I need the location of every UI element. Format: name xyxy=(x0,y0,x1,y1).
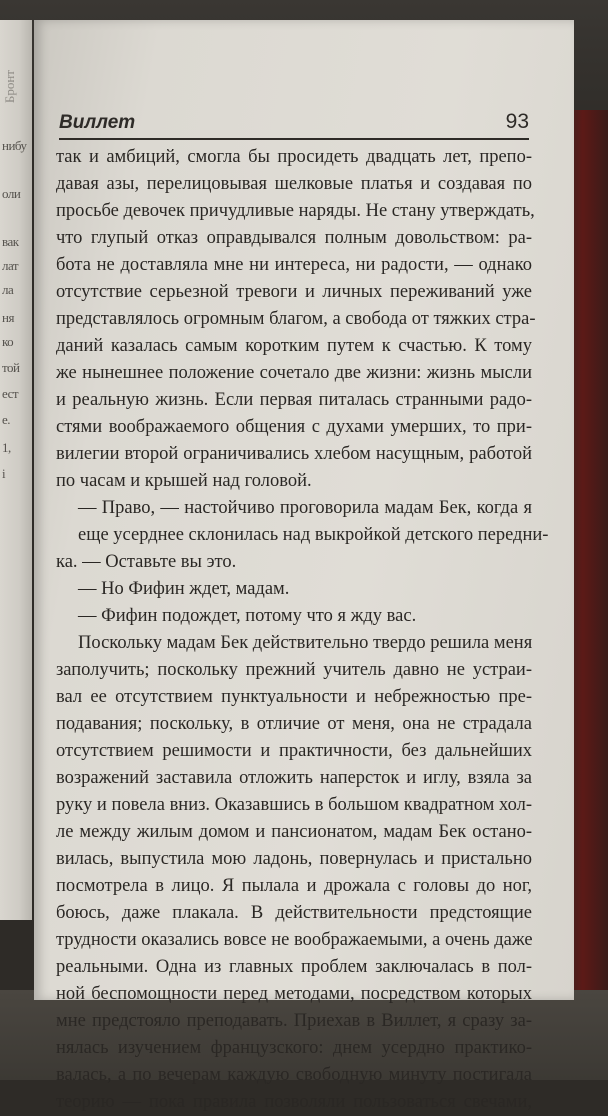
text-line: ной беспомощности перед методами, посредством которых xyxy=(56,984,532,1004)
left-page-fragment: вак xyxy=(2,234,19,249)
text-line: просьбе девочек причудливые наряды. Не стану утверждать, xyxy=(56,201,535,221)
text-line: нялась изучением французского: днем усердно практико- xyxy=(56,1038,532,1058)
text-line: теорию — пока правила позволяли пользоваться свечами, xyxy=(56,1092,532,1112)
text-line: реальными. Одна из главных проблем заключалась в пол- xyxy=(56,957,532,977)
text-line: заполучить; поскольку прежний учитель давно не устраи- xyxy=(56,660,532,680)
text-line: ка. — Оставьте вы это. xyxy=(56,552,237,572)
text-line: валась, а по вечерам каждую свободную минуту постигала xyxy=(56,1065,532,1085)
text-line: возражений заставила отложить наперсток и иглу, взяла за xyxy=(56,768,532,788)
text-line: вилась, выпустила мою ладонь, повернулась и пристально xyxy=(56,849,532,869)
text-line: посмотрела в лицо. Я пылала и дрожала с головы до ног, xyxy=(56,876,532,896)
left-page-fragment: 1, xyxy=(2,440,11,455)
page-number: 93 xyxy=(505,110,529,133)
text-line: еще усерднее склонилась над выкройкой детского передни- xyxy=(78,525,549,545)
left-page-fragment: оли xyxy=(2,186,21,201)
left-page-fragment: ня xyxy=(2,310,14,325)
left-page-fragment: той xyxy=(2,360,20,375)
text-line: по часам и крышей над головой. xyxy=(56,471,312,491)
left-page-fragment: лат xyxy=(2,258,19,273)
text-line: мне предстояло преподавать. Приехав в Виллет, я сразу за- xyxy=(56,1011,532,1031)
text-line: боюсь, даже плакала. В действительности предстоящие xyxy=(56,903,532,923)
text-line: — Но Фифин ждет, мадам. xyxy=(78,579,290,599)
text-line: — Фифин подождет, потому что я жду вас. xyxy=(78,606,417,626)
text-line: — Право, — настойчиво проговорила мадам Бек, когда я xyxy=(78,498,532,518)
text-line: руку и повела вниз. Оказавшись в большом квадратном хол- xyxy=(56,795,532,815)
book-page xyxy=(34,20,574,1112)
left-page-fragment: ест xyxy=(2,386,19,401)
left-page-vertical-text: Бронт xyxy=(2,70,17,104)
left-page-fragment: ла xyxy=(2,282,14,297)
text-line: отсутствием решимости и практичности, без дальнейших xyxy=(56,741,532,761)
page-body-text xyxy=(56,144,549,1116)
text-line: даний казалась самым коротким путем к счастью. К тому xyxy=(56,336,532,356)
left-page-fragment: нибу xyxy=(2,138,27,153)
text-line: бота не доставляла мне ни интереса, ни радости, — однако xyxy=(56,255,532,275)
text-line: подавания; поскольку, в отличие от меня, она не страдала xyxy=(56,714,532,734)
text-line: что глупый отказ оправдывался полным довольством: ра- xyxy=(56,228,532,248)
text-line: так и амбиций, смогла бы просидеть двадцать лет, препо- xyxy=(56,147,532,167)
text-line: Поскольку мадам Бек действительно твердо решила меня xyxy=(78,633,533,653)
text-line: вилегии второй ограничивались хлебом насущным, работой xyxy=(56,444,532,464)
text-line: стями воображаемого общения с духами умерших, то при- xyxy=(56,417,532,437)
left-page-fragment: i xyxy=(2,466,6,481)
text-line: и реальную жизнь. Если первая питалась странными радо- xyxy=(56,390,532,410)
page-header xyxy=(59,110,529,140)
running-title: Виллет xyxy=(59,112,136,133)
text-line: трудности оказались вовсе не воображаемыми, а очень даже xyxy=(56,930,533,950)
text-line: вал ее отсутствием пунктуальности и небрежностью пре- xyxy=(56,687,532,707)
left-page-fragment: ко xyxy=(2,334,14,349)
text-line: ле между жилым домом и пансионатом, мадам Бек остано- xyxy=(56,822,532,842)
text-line: давая азы, перелицовывая шелковые платья и создавая по xyxy=(56,174,532,194)
left-facing-page xyxy=(0,20,32,920)
text-line: представлялось огромным благом, а свобода от тяжких стра- xyxy=(56,309,536,329)
left-page-fragment: e. xyxy=(2,412,11,427)
text-line: отсутствие серьезной тревоги и личных переживаний уже xyxy=(56,282,532,302)
text-line: же нынешнее положение сочетало две жизни: жизнь мысли xyxy=(56,363,532,383)
